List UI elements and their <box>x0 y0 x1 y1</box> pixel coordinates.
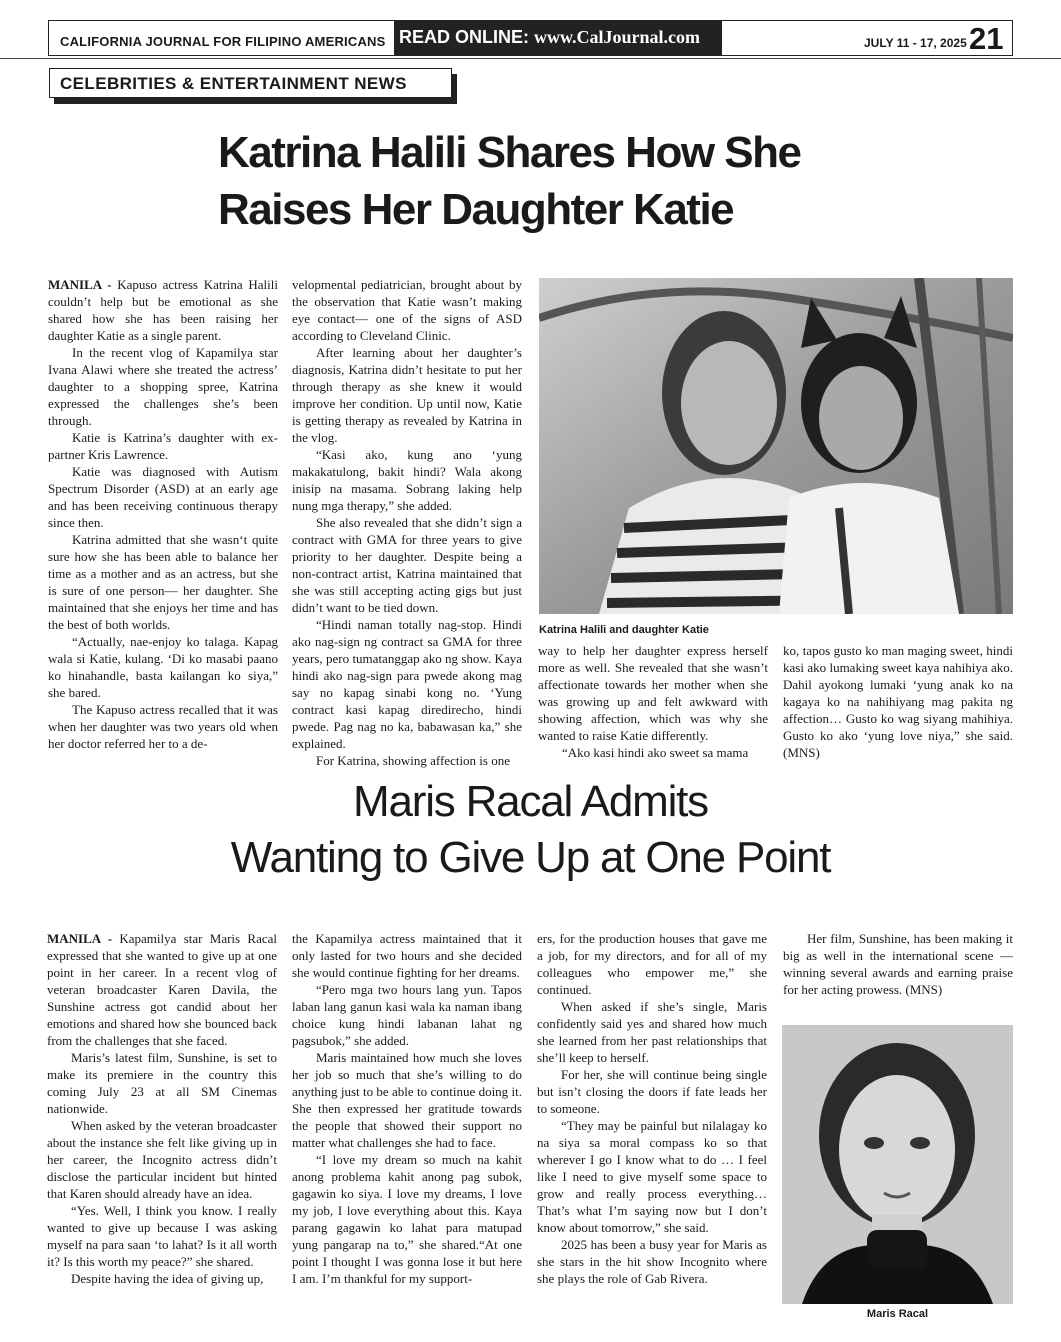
article2-lead-paragraph: MANILA - Kapamilya star Maris Racal expressed that she wanted to give up at one point in her career. In a recent vlog of veteran broadcaster Karen Davila, the Sunshine actress got candid about her emotions and shared how she bounced back from the challenges that she faced. <box>47 931 277 1048</box>
paragraph: way to help her daughter express herself more as well. She revealed that she wasn’t affectionate towards her mother when she was growing up and felt awkward with showing affection, which was why she wanted to raise Katie differently. <box>538 643 768 743</box>
paragraph: the Kapamilya actress maintained that it only lasted for two hours and she decided she would continue fighting for her dreams. <box>292 931 522 980</box>
article1-column-2 <box>292 276 522 769</box>
page-number: 21 <box>969 21 1004 56</box>
paragraph: “Yes. Well, I think you know. I really wanted to give up because I was asking myself na para saan ‘to lahat? Is it all worth it? Is this worth my peace?” she shared. <box>47 1203 277 1269</box>
article2-dateline: MANILA - <box>47 931 113 946</box>
paragraph: When asked by the veteran broadcaster about the instance she felt like giving up in her career, the Incognito actress didn’t disclose the particular incident but hinted that Karen should already have an idea. <box>47 1118 277 1201</box>
read-online-link[interactable] <box>399 27 700 48</box>
read-online-label: READ ONLINE: <box>399 27 529 47</box>
article1-headline-line2: Raises Her Daughter Katie <box>218 185 734 234</box>
paragraph: ko, tapos gusto ko man maging sweet, hindi kasi ako lumaking sweet kaya nahihiya ako. Dahil ayokong lumaki ‘yung anak ko na kagaya ko na nahihiyang mag pakita ng affection… Gusto ko wag siyang mahihiya. Gusto ko ako ‘yung love niya,” she said. (MNS) <box>783 643 1013 760</box>
paragraph: Katrina admitted that she wasn‘t quite sure how she has been able to balance her time as a mother and as an actress, but she is sure of one person— her daughter. She maintained that she enjoys her time and has the best of both worlds. <box>48 532 278 632</box>
maris-photo-caption: Maris Racal <box>866 1308 929 1320</box>
article2-column-2 <box>292 930 522 1287</box>
paragraph: When asked if she’s single, Maris confidently said yes and shared how much she learned from her past relationships that she’ll keep to herself. <box>537 999 767 1065</box>
paragraph: Maris maintained how much she loves her job so much that she’s willing to do anything just to be able to continue doing it. She then expressed her gratitude towards the people that showed their support no matter what challenges she had to face. <box>292 1050 522 1150</box>
article2-column-1 <box>47 930 277 1287</box>
paragraph: For Katrina, showing affection is one <box>316 753 510 768</box>
paragraph: “Actually, nae-enjoy ko talaga. Kapag wala si Katie, kulang. ‘Di ko masabi paano ko hinahandle, basta kailangan ko siya,” she bared. <box>48 634 278 700</box>
masthead-rule <box>0 58 1061 59</box>
paragraph: ers, for the production houses that gave me a job, for my directors, and for all of my colleagues who empower me,” she continued. <box>537 931 767 997</box>
issue-date: JULY 11 - 17, 2025 <box>864 36 967 50</box>
paragraph: Maris’s latest film, Sunshine, is set to make its premiere in the country this coming July 23 at all SM Cinemas nationwide. <box>47 1050 277 1116</box>
maris-racal-photo <box>782 1025 1013 1304</box>
paragraph: After learning about her daughter’s diagnosis, Katrina didn’t hesitate to put her through therapy as she knew it would improve her condition. Up until now, Katie is getting therapy as revealed by Katrina in the vlog. <box>292 345 522 445</box>
katrina-katie-photo <box>539 278 1013 614</box>
paragraph: “Kasi ako, kung ano ‘yung makakatulong, bakit hindi? Wala akong inisip na masama. Sobrang laking help nung mga therapy,” she added. <box>292 447 522 513</box>
read-online-url[interactable]: www.CalJournal.com <box>534 27 701 47</box>
paragraph: Katie is Katrina’s daughter with ex-partner Kris Lawrence. <box>48 430 278 462</box>
paragraph: She also revealed that she didn’t sign a contract with GMA for three years to give priority to her daughter. Despite being a non-contract artist, Katrina maintained that she was still accepting acting gigs but just didn’t want to be tied down. <box>292 515 522 615</box>
paragraph: “Ako kasi hindi ako sweet sa mama <box>562 745 749 760</box>
article2-headline <box>0 774 1061 886</box>
article1-column-4 <box>783 642 1013 761</box>
paragraph: Katie was diagnosed with Autism Spectrum Disorder (ASD) at an early age and has been receiving continuous therapy since then. <box>48 464 278 530</box>
article1-column-1 <box>48 276 278 752</box>
article2-headline-line1: Maris Racal Admits <box>353 777 708 826</box>
article2-column-3 <box>537 930 767 1287</box>
article1-headline-line1: Katrina Halili Shares How She <box>218 128 801 177</box>
photo-illustration <box>539 278 1013 614</box>
paragraph: “I love my dream so much na kahit anong problema kahit anong pag subok, gagawin ko siya. I love my dreams, I love my job, I love everything about this. Kaya parang gagawin ko lahat para matupad yung pangarap na to,” she shared.“At one point I thought I was gonna lose it but here I am. I’m thankful for my support- <box>292 1152 522 1286</box>
paragraph: 2025 has been a busy year for Maris as she stars in the hit show Incognito where she plays the role of Gab Rivera. <box>537 1237 767 1286</box>
article1-column-3 <box>538 642 768 761</box>
paragraph: “Pero mga two hours lang yun. Tapos laban lang ganun kasi wala ka naman ibang choice kung hindi labanan lahat ng pagsubok,” she added. <box>292 982 522 1048</box>
article2-column-4 <box>783 930 1013 998</box>
publication-name: CALIFORNIA JOURNAL FOR FILIPINO AMERICANS <box>60 34 386 49</box>
paragraph: “They may be painful but nilalagay ko na siya sa moral compass ko so that wherever I go I know what to do … I feel like I need to give myself some space to grow and really process everything… That’s what I’m saying now but I don’t know about tomorrow,” she said. <box>537 1118 767 1235</box>
section-label: CELEBRITIES & ENTERTAINMENT NEWS <box>60 74 407 93</box>
katrina-photo-caption: Katrina Halili and daughter Katie <box>539 624 709 636</box>
paragraph: The Kapuso actress recalled that it was when her daughter was two years old when her doctor referred her to a de- <box>48 702 278 751</box>
paragraph: Despite having the idea of giving up, <box>71 1271 264 1286</box>
article1-headline <box>218 124 918 238</box>
paragraph: In the recent vlog of Kapamilya star Ivana Alawi where she treated the actress’ daughter to a shopping spree, Katrina expressed the challenges she’s been through. <box>48 345 278 428</box>
article1-lead-paragraph: MANILA - Kapuso actress Katrina Halili couldn’t help but be emotional as she shared how she has been raising her daughter Katie as a single parent. <box>48 277 278 343</box>
article2-headline-line2: Wanting to Give Up at One Point <box>230 833 831 882</box>
paragraph: velopmental pediatrician, brought about by the observation that Katie wasn’t making eye contact— one of the signs of ASD according to Cleveland Clinic. <box>292 277 522 343</box>
paragraph: “Hindi naman totally nag-stop. Hindi ako nag-sign ng contract sa GMA for three years, pero tumatanggap ako ng show. Kaya hindi ako nag-sign para pwede akong mag say no kapag sinabi kong no. ‘Yung contract kasi kapag diredirecho, hindi pwede. Pag nag no ka, babawasan ka,” she explained. <box>292 617 522 751</box>
portrait-illustration <box>782 1025 1013 1304</box>
paragraph: For her, she will continue being single but isn’t closing the doors if fate leads her to someone. <box>537 1067 767 1116</box>
paragraph: Her film, Sunshine, has been making it big as well in the international scene — winning several awards and earning praise for her acting prowess. (MNS) <box>783 931 1013 997</box>
article1-dateline: MANILA - <box>48 277 112 292</box>
